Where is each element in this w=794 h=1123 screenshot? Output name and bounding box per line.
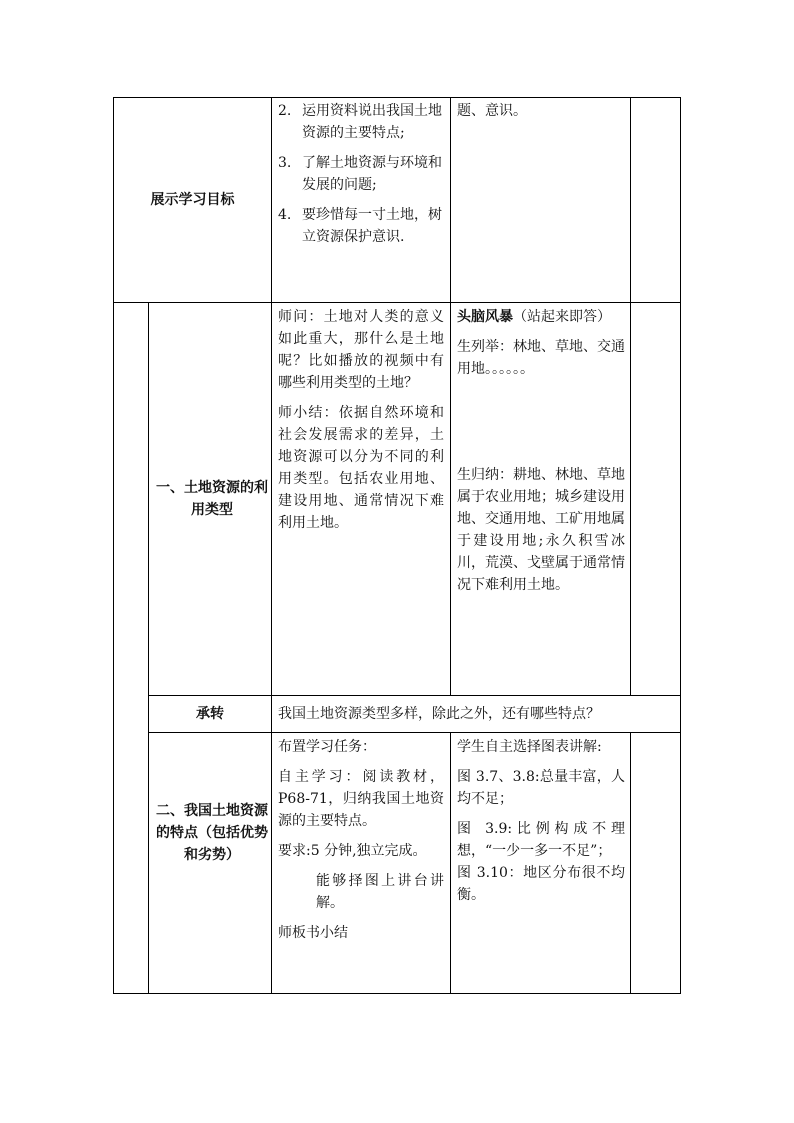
goal-number: 4. (278, 207, 292, 223)
teacher-summary: 师小结：依据自然环境和社会发展需求的差异，土地资源可以分为不同的利用类型。包括农业用地、建设用地、通常情况下难利用土地。 (278, 405, 444, 531)
figure-note: 图 3.10：地区分布很不均衡。 (457, 865, 625, 903)
table-border-bottom (113, 993, 681, 994)
goal-number: 2. (278, 103, 292, 119)
figure-note: 图 3.7、3.8:总量丰富，人均不足； (457, 769, 625, 807)
section-label-features (154, 733, 270, 933)
teacher-activity-land-types (278, 306, 444, 542)
table-divider-col-c (450, 97, 451, 695)
goal-item (278, 204, 444, 248)
goal-number: 3. (278, 155, 292, 171)
section-label-text: 一、土地资源的利用类型 (156, 480, 268, 518)
goal-text: 要珍惜每一寸土地，树立资源保护意识. (302, 207, 442, 245)
goals-list (278, 100, 444, 256)
transition-label-text: 承转 (196, 706, 224, 722)
table-divider-col-d (630, 97, 631, 695)
brainstorm-title: 头脑风暴 (457, 309, 513, 325)
student-activity-features (457, 736, 625, 914)
table-divider-col-inner (148, 302, 149, 994)
teacher-activity-features (278, 736, 444, 952)
goal-text: 运用资料说出我国土地资源的主要特点; (302, 103, 442, 141)
student-intro: 学生自主选择图表讲解: (457, 739, 602, 755)
board-summary: 师板书小结 (278, 925, 348, 941)
transition-question: 我国土地资源类型多样，除此之外，还有哪些特点？ (278, 706, 600, 722)
self-study: 自主学习：阅读教材，P68-71，归纳我国土地资源的主要特点。 (278, 769, 444, 829)
task-heading: 布置学习任务： (278, 739, 376, 755)
goal-item (278, 152, 444, 196)
figure-note: 图 3.9:比例构成不理想，“一少一多一不足”； (457, 821, 625, 859)
table-border-right (680, 97, 681, 994)
requirement: 要求:5 分钟,独立完成。 (278, 843, 427, 859)
transition-label (149, 696, 271, 732)
teacher-question: 师问：土地对人类的意义如此重大，那什么是土地呢？比如播放的视频中有哪些利用类型的土地？ (278, 309, 444, 391)
transition-text (278, 696, 678, 732)
goal-text: 了解土地资源与环境和发展的问题; (302, 155, 442, 193)
present-instruction: 能够择图上讲台讲解。 (316, 873, 444, 911)
student-activity-land-types (457, 306, 625, 604)
student-activity-text: 题、意识。 (457, 103, 527, 119)
section-label-goals (114, 98, 271, 302)
section-label-text: 二、我国土地资源的特点（包括优势和劣势） (156, 803, 268, 863)
student-activity-goals (457, 100, 625, 122)
brainstorm-note: （站起来即答） (513, 309, 611, 325)
table-divider-col-c-lower (450, 732, 451, 994)
goal-item (278, 100, 444, 144)
brainstorm-heading (457, 306, 625, 328)
table-divider-col-d-lower (630, 732, 631, 994)
table-divider-col-b (271, 97, 272, 994)
student-list: 生列举：林地、草地、交通用地。。。。。。 (457, 339, 625, 377)
section-label-land-types (154, 303, 270, 695)
section-label-text: 展示学习目标 (150, 192, 235, 208)
student-summary: 生归纳：耕地、林地、草地属于农业用地；城乡建设用地、交通用地、工矿用地属于建设用地;永久积雪冰川，荒漠、戈壁属于通常情况下难利用土地。 (457, 467, 625, 593)
